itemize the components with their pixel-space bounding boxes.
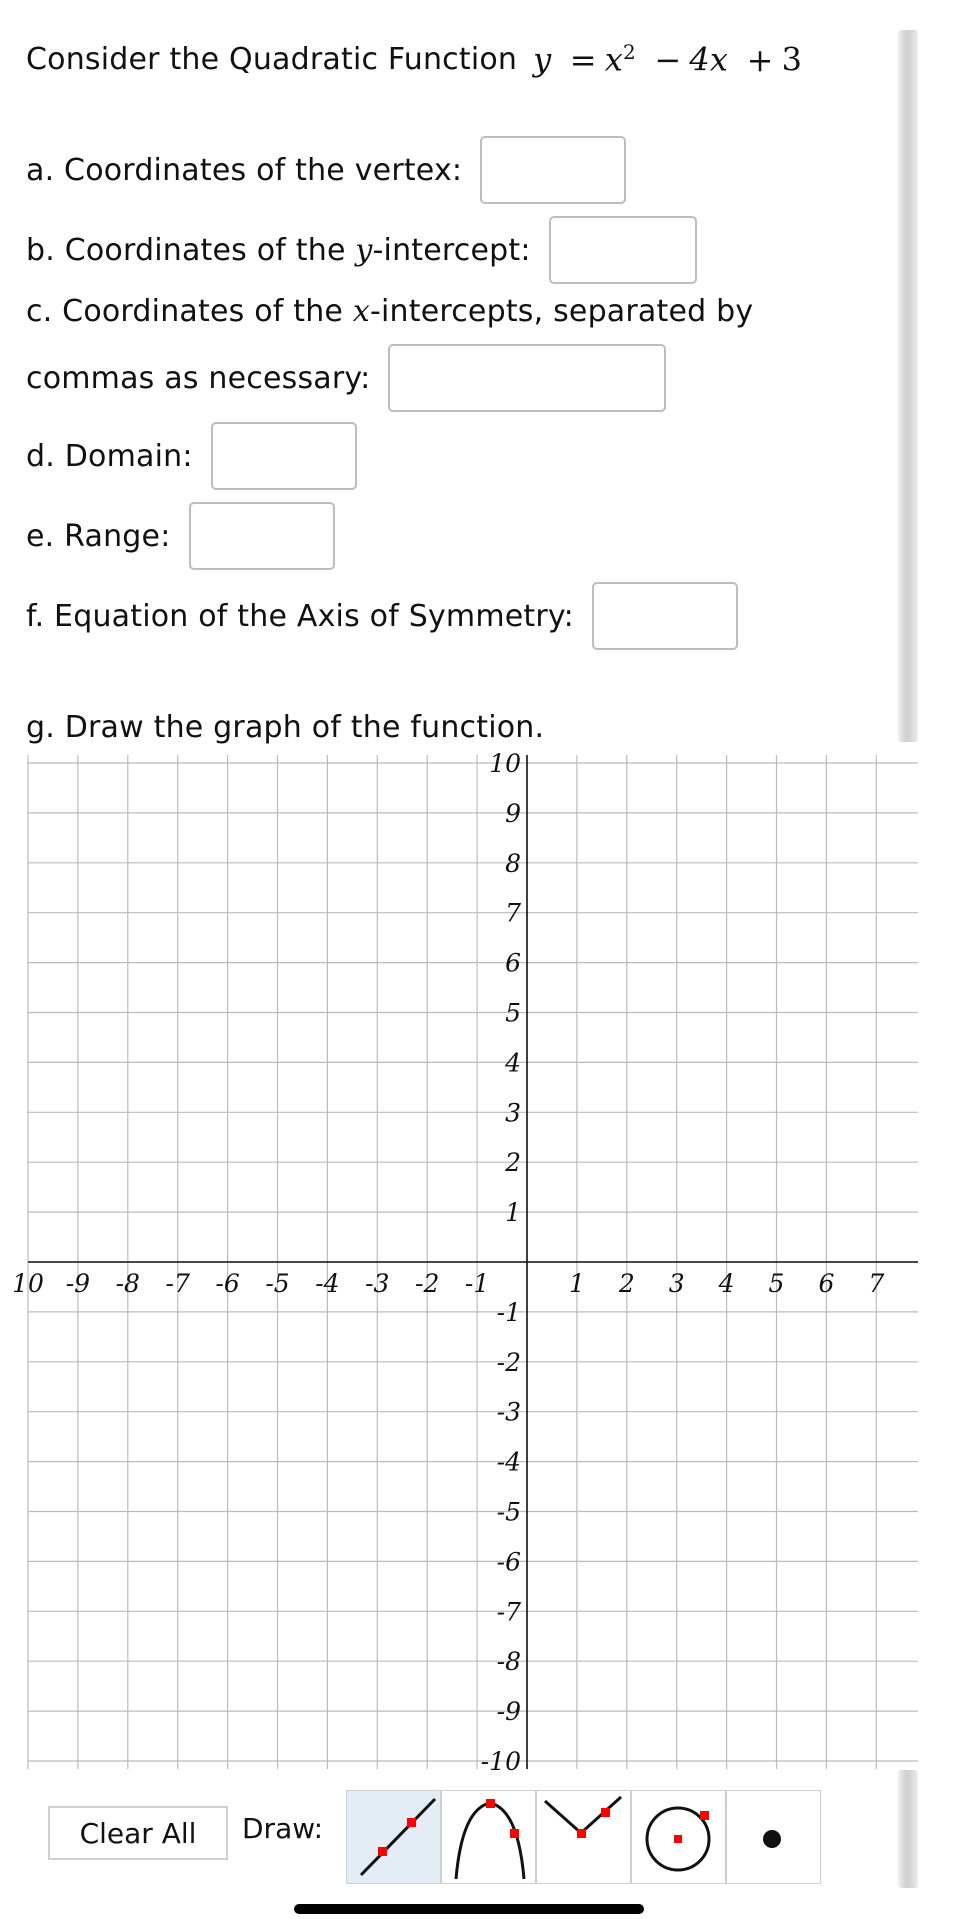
- clear-all-button[interactable]: Clear All: [48, 1806, 228, 1860]
- x-tick-label: 7: [868, 1269, 885, 1298]
- question-prefix: Consider the Quadratic Function: [26, 41, 518, 77]
- question-title: [26, 40, 802, 79]
- y-tick-label: -3: [496, 1397, 521, 1427]
- part-d-label: d. Domain:: [26, 438, 193, 474]
- part-f: [26, 582, 738, 650]
- part-e-label: e. Range:: [26, 518, 171, 554]
- line-tool-icon: [347, 1791, 442, 1885]
- absolute-value-tool-button[interactable]: [536, 1790, 631, 1884]
- x-tick-label: -4: [315, 1269, 340, 1298]
- x-tick-label: 3: [668, 1269, 685, 1298]
- y-tick-label: 1: [505, 1198, 521, 1228]
- x-tick-label: -7: [165, 1269, 190, 1298]
- y-tick-label: -7: [496, 1597, 521, 1627]
- x-tick-label: 6: [818, 1269, 835, 1298]
- y-tick-label: -6: [496, 1547, 521, 1577]
- point-tool-button[interactable]: [726, 1790, 821, 1884]
- x-tick-label: -5: [265, 1269, 290, 1298]
- part-e: [26, 502, 335, 570]
- y-tick-label: 2: [505, 1148, 521, 1178]
- graph-canvas[interactable]: [0, 738, 930, 1788]
- y-tick-label: 3: [505, 1098, 521, 1128]
- part-g-label: g. Draw the graph of the function.: [26, 710, 545, 745]
- x-tick-label: -9: [65, 1269, 91, 1298]
- absolute-value-tool-icon: [537, 1791, 632, 1885]
- y-tick-label: -1: [496, 1297, 521, 1327]
- y-tick-label: -10: [480, 1747, 521, 1776]
- part-c-line1: [26, 294, 753, 329]
- y-tick-label: 6: [505, 948, 521, 978]
- circle-tool-button[interactable]: [631, 1790, 726, 1884]
- y-tick-label: -9: [496, 1697, 521, 1727]
- part-b-label: b. Coordinates of the y-intercept:: [26, 232, 531, 268]
- y-intercept-input[interactable]: [549, 216, 697, 284]
- x-tick-label: -3: [365, 1269, 390, 1298]
- y-tick-label: 5: [505, 998, 521, 1028]
- part-c-label: c. Coordinates of the x-intercepts, separated by: [26, 294, 754, 329]
- y-tick-label: 8: [505, 848, 521, 878]
- y-tick-label: -4: [496, 1447, 521, 1477]
- part-a: [26, 136, 626, 204]
- vertex-input[interactable]: [480, 136, 626, 204]
- y-tick-label: -2: [496, 1347, 521, 1377]
- x-intercepts-input[interactable]: [388, 344, 666, 412]
- draw-label: Draw:: [242, 1812, 324, 1845]
- x-tick-label: 1: [568, 1269, 585, 1298]
- x-tick-label: 2: [618, 1269, 635, 1298]
- y-tick-label: 7: [505, 898, 521, 928]
- circle-tool-icon: [632, 1791, 727, 1885]
- part-c-line2: [26, 344, 666, 412]
- x-tick-label: 4: [718, 1269, 735, 1298]
- y-tick-label: -8: [496, 1647, 521, 1677]
- x-tick-label: -1: [464, 1269, 490, 1298]
- y-tick-label: 4: [505, 1048, 521, 1078]
- y-tick-label: 9: [505, 798, 521, 828]
- y-tick-label: -5: [496, 1497, 521, 1527]
- axis-of-symmetry-input[interactable]: [592, 582, 738, 650]
- x-tick-label: -8: [115, 1269, 140, 1298]
- domain-input[interactable]: [211, 422, 357, 490]
- part-d: [26, 422, 357, 490]
- home-indicator: [294, 1904, 644, 1914]
- y-tick-label: 10: [489, 749, 521, 778]
- range-input[interactable]: [189, 502, 335, 570]
- part-f-label: f. Equation of the Axis of Symmetry:: [26, 598, 574, 634]
- part-c-label-2: commas as necessary:: [26, 360, 371, 396]
- part-a-label: a. Coordinates of the vertex:: [26, 152, 463, 188]
- x-tick-label: 10: [12, 1269, 44, 1298]
- line-tool-button[interactable]: [346, 1790, 441, 1884]
- x-tick-label: -2: [415, 1269, 440, 1298]
- point-tool-icon: [727, 1791, 822, 1885]
- part-b: [26, 216, 697, 284]
- x-tick-label: 5: [768, 1269, 785, 1298]
- x-tick-label: -6: [215, 1269, 240, 1298]
- parabola-down-tool-icon: [442, 1791, 537, 1885]
- scrollbar-upper[interactable]: [898, 30, 918, 742]
- parabola-tool-button[interactable]: [441, 1790, 536, 1884]
- function-equation: $y = x^2 - 4x + 3$: [533, 40, 803, 79]
